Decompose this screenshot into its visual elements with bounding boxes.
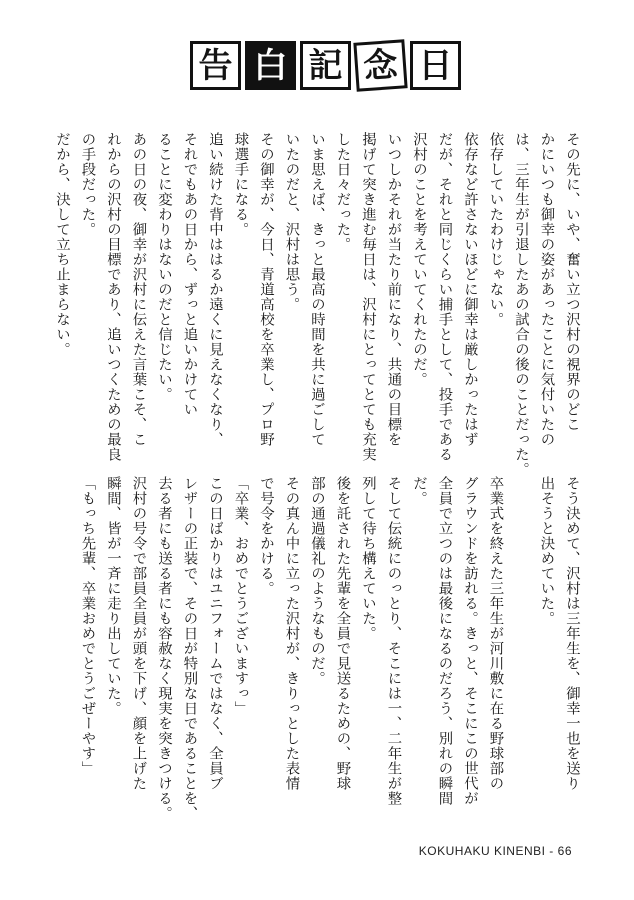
text-line: 後を託された先輩を全員で見送るための、野球: [334, 476, 351, 791]
text-line: 掲げて突き進む毎日は、沢村にとってとても充実: [360, 132, 376, 462]
text-line: 追い続けた背中ははるか遠くに見えなくなり、: [207, 132, 223, 447]
text-line: そう決めて、沢村は三年生を、御幸一也を送り: [564, 476, 580, 791]
text-line: 瞬間、皆が一斉に走り出していた。: [105, 476, 121, 716]
text-line: は、三年生が引退したあの試合の後のことだった。: [513, 132, 529, 477]
text-line: いつしかそれが当たり前になり、共通の目標を: [385, 132, 402, 447]
title-char-2: 白: [245, 41, 296, 90]
chapter-title: [190, 41, 465, 93]
text-line: 「もっち先輩、卒業おめでとうごぜーやす」: [79, 476, 96, 776]
text-line: そして伝統にのっとり、そこには一、二年生が整: [385, 476, 402, 806]
text-line: 出そうと決めていた。: [538, 476, 555, 626]
body-text-bottom: [74, 476, 584, 821]
text-line: その真ん中に立った沢村が、きりっとした表情: [283, 476, 300, 791]
page-footer: KOKUHAKU KINENBI - 66: [418, 844, 572, 858]
body-text-top: [49, 132, 585, 482]
text-line: かにいつも御幸の姿があったことに気付いたの: [538, 132, 555, 447]
text-line: 去る者にも送る者にも容赦なく現実を突きつける。: [156, 476, 172, 821]
text-line: 依存していたわけじゃない。: [487, 132, 504, 327]
title-char-3: 記: [300, 41, 351, 90]
text-line: その先に、いや、奮い立つ沢村の視界のどこ: [564, 132, 580, 432]
title-char-1: 告: [190, 41, 241, 90]
text-line: れからの沢村の目標であり、追いつくための最良: [105, 132, 121, 462]
title-char-5: 日: [410, 41, 461, 90]
text-line: 部の通過儀礼のようなものだ。: [309, 476, 325, 686]
text-line: 依存など許さないほどに御幸は厳しかったはず: [462, 132, 478, 447]
text-line: だが、それと同じくらい捕手として、投手である: [436, 132, 453, 462]
title-char-4: 念: [353, 39, 407, 91]
text-line: の手段だった。: [79, 132, 96, 237]
text-line: いま思えば、きっと最高の時間を共に過ごして: [309, 132, 325, 447]
text-line: [508, 476, 534, 766]
text-line: 沢村のことを考えていてくれたのだ。: [411, 132, 427, 387]
text-line: グラウンドを訪れる。きっと、そこにこの世代が: [462, 476, 478, 806]
text-line: 沢村の号令で部員全員が頭を下げ、顔を上げた: [130, 476, 147, 791]
text-line: 「卒業、おめでとうございますっ」: [232, 476, 249, 716]
text-line: ることに変わりはないのだと信じたい。: [156, 132, 172, 402]
text-line: いたのだと、沢村は思う。: [283, 132, 300, 312]
text-line: 全員で立つのは最後になるのだろう、別れの瞬間: [436, 476, 453, 806]
text-line: あの日の夜、御幸が沢村に伝えた言葉こそ、こ: [130, 132, 147, 447]
text-line: この日ばかりはユニフォームではなく、全員ブ: [207, 476, 223, 791]
text-line: 球選手になる。: [232, 132, 249, 237]
text-line: だから、決して立ち止まらない。: [54, 132, 70, 357]
text-line: 卒業式を終えた三年生が河川敷に在る野球部の: [487, 476, 504, 791]
text-line: で号令をかける。: [258, 476, 274, 596]
text-line: レザーの正装で、その日が特別な日であることを、: [181, 476, 198, 821]
text-line: その御幸が、今日、青道高校を卒業し、プロ野: [258, 132, 274, 447]
text-line: それでもあの日から、ずっと追いかけてい: [181, 132, 198, 417]
text-line: した日々だった。: [334, 132, 351, 252]
text-line: 列して待ち構えていた。: [360, 476, 376, 641]
text-line: だ。: [411, 476, 427, 506]
